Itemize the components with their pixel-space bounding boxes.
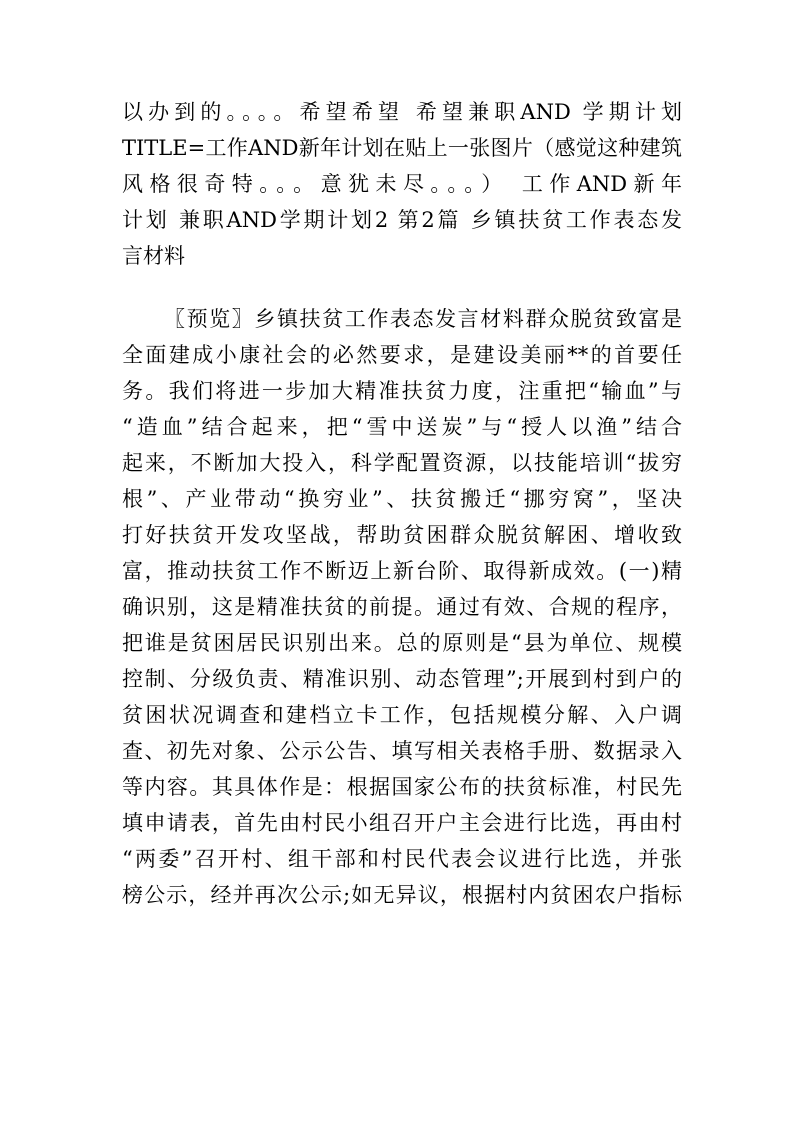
- text-line: 把谁是贫困居民识别出来。总的原则是“县为单位、规模: [122, 631, 682, 655]
- text-line: 起来，不断加大投入，科学配置资源，以技能培训“拔穷: [122, 451, 682, 475]
- text-line: “造血”结合起来，把“雪中送炭”与“授人以渔”结合: [122, 415, 682, 439]
- text-line: 填申请表，首先由村民小组召开户主会进行比选，再由村: [122, 811, 682, 835]
- text-line: 以办到的。。。。希望希望 希望兼职AND 学期计划: [122, 100, 682, 124]
- text-line: 等内容。其具体作是：根据国家公布的扶贫标准，村民先: [122, 775, 682, 799]
- text-line: 言材料: [122, 244, 185, 268]
- text-line: 贫困状况调查和建档立卡工作，包括规模分解、入户调: [122, 703, 682, 727]
- text-line: 控制、分级负责、精准识别、动态管理”;开展到村到户的: [122, 667, 682, 691]
- text-line: 风格很奇特。。。意犹未尽。。。） 工作AND新年: [122, 172, 682, 196]
- paragraph-first-line: 〖预览〗乡镇扶贫工作表态发言材料群众脱贫致富是: [164, 307, 682, 331]
- text-line: 榜公示，经并再次公示;如无异议，根据村内贫困农户指标: [122, 883, 682, 907]
- text-line: “两委”召开村、组干部和村民代表会议进行比选，并张: [122, 847, 682, 871]
- text-line: 富，推动扶贫工作不断迈上新台阶、取得新成效。(一)精: [122, 559, 682, 583]
- text-line: 计划 兼职AND学期计划2 第2篇 乡镇扶贫工作表态发: [122, 208, 682, 232]
- text-line: 全面建成小康社会的必然要求，是建设美丽**的首要任: [122, 343, 682, 367]
- text-line: 确识别，这是精准扶贫的前提。通过有效、合规的程序，: [122, 595, 682, 619]
- text-line: 打好扶贫开发攻坚战，帮助贫困群众脱贫解困、增收致: [122, 523, 682, 547]
- text-line: 查、初先对象、公示公告、填写相关表格手册、数据录入: [122, 739, 682, 763]
- text-line: 务。我们将进一步加大精准扶贫力度，注重把“输血”与: [122, 379, 682, 403]
- text-line: TITLE=工作AND新年计划在贴上一张图片（感觉这种建筑: [122, 136, 682, 160]
- text-line: 根”、产业带动“换穷业”、扶贫搬迁“挪穷窝”，坚决: [122, 487, 682, 511]
